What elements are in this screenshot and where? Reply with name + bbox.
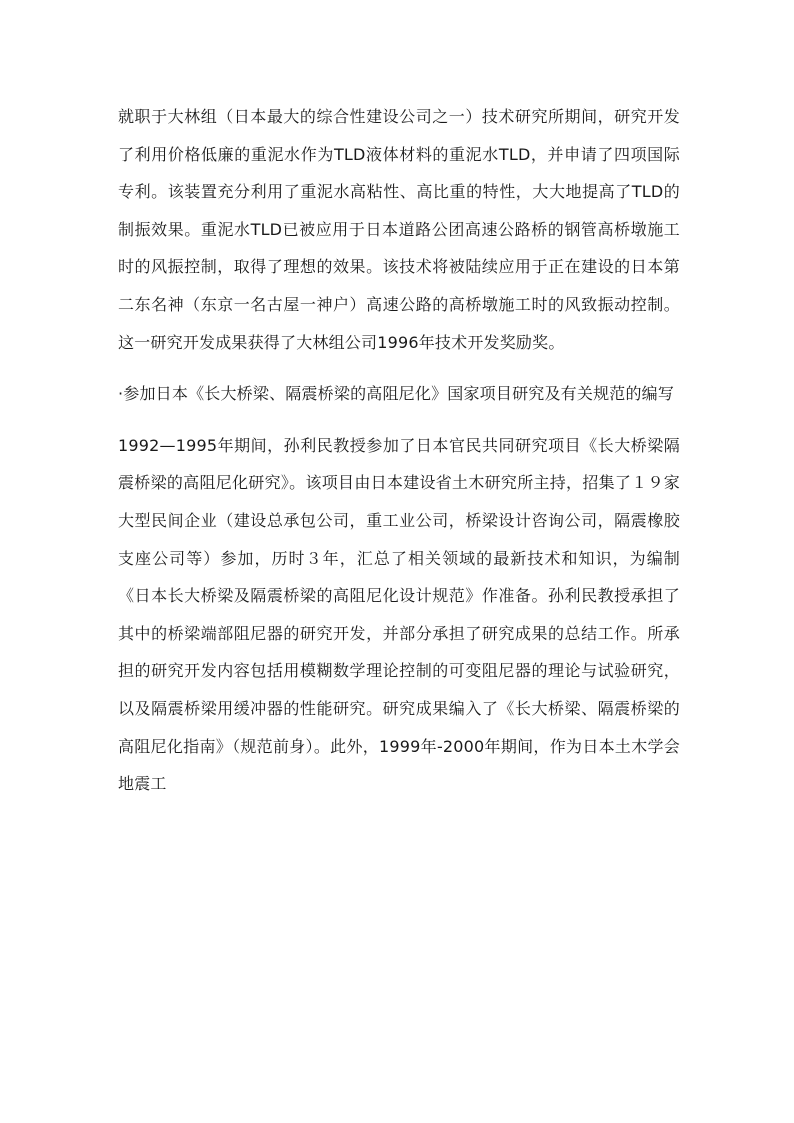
section-heading-bullet: ·参加日本《长大桥梁、隔震桥梁的高阻尼化》国家项目研究及有关规范的编写 — [118, 384, 675, 404]
body-paragraph-project: 1992—1995年期间，孙利民教授参加了日本官民共同研究项目《长大桥梁隔震桥梁的高阻尼化研究》。该项目由日本建设省土木研究所主持，招集了１９家大型民间企业（建设总承包公司，重工业公司，桥梁设计咨询公司，隔震橡胶支座公司等）参加，历时３年，汇总了相关领域的最新技术和知识，为编制《日本长大桥梁及隔震桥梁的高阻尼化设计规范》作准备。孙利民教授承担了其中的桥梁端部阻尼器的研究开发，并部分承担了研究成果的总结工作。所承担的研究开发内容包括用模糊数学理论控制的可变阻尼器的理论与试验研究，以及隔震桥梁用缓冲器的性能研究。研究成果编入了《长大桥梁、隔震桥梁的高阻尼化指南》（规范前身）。此外，1999年-2000年期间，作为日本土木学会地震工 — [118, 435, 680, 794]
body-paragraph-tld: 就职于大林组（日本最大的综合性建设公司之一）技术研究所期间，研究开发了利用价格低廉的重泥水作为TLD液体材料的重泥水TLD，并申请了四项国际专利。该装置充分利用了重泥水高粘性、高比重的特性，大大地提高了TLD的制振效果。重泥水TLD已被应用于日本道路公团高速公路桥的钢管高桥墩施工时的风振控制，取得了理想的效果。该技术将被陆续应用于正在建设的日本第二东名神（东京一名古屋一神户）高速公路的高桥墩施工时的风致振动控制。这一研究开发成果获得了大林组公司1996年技术开发奖励奖。 — [118, 107, 680, 352]
document-body — [118, 98, 680, 803]
